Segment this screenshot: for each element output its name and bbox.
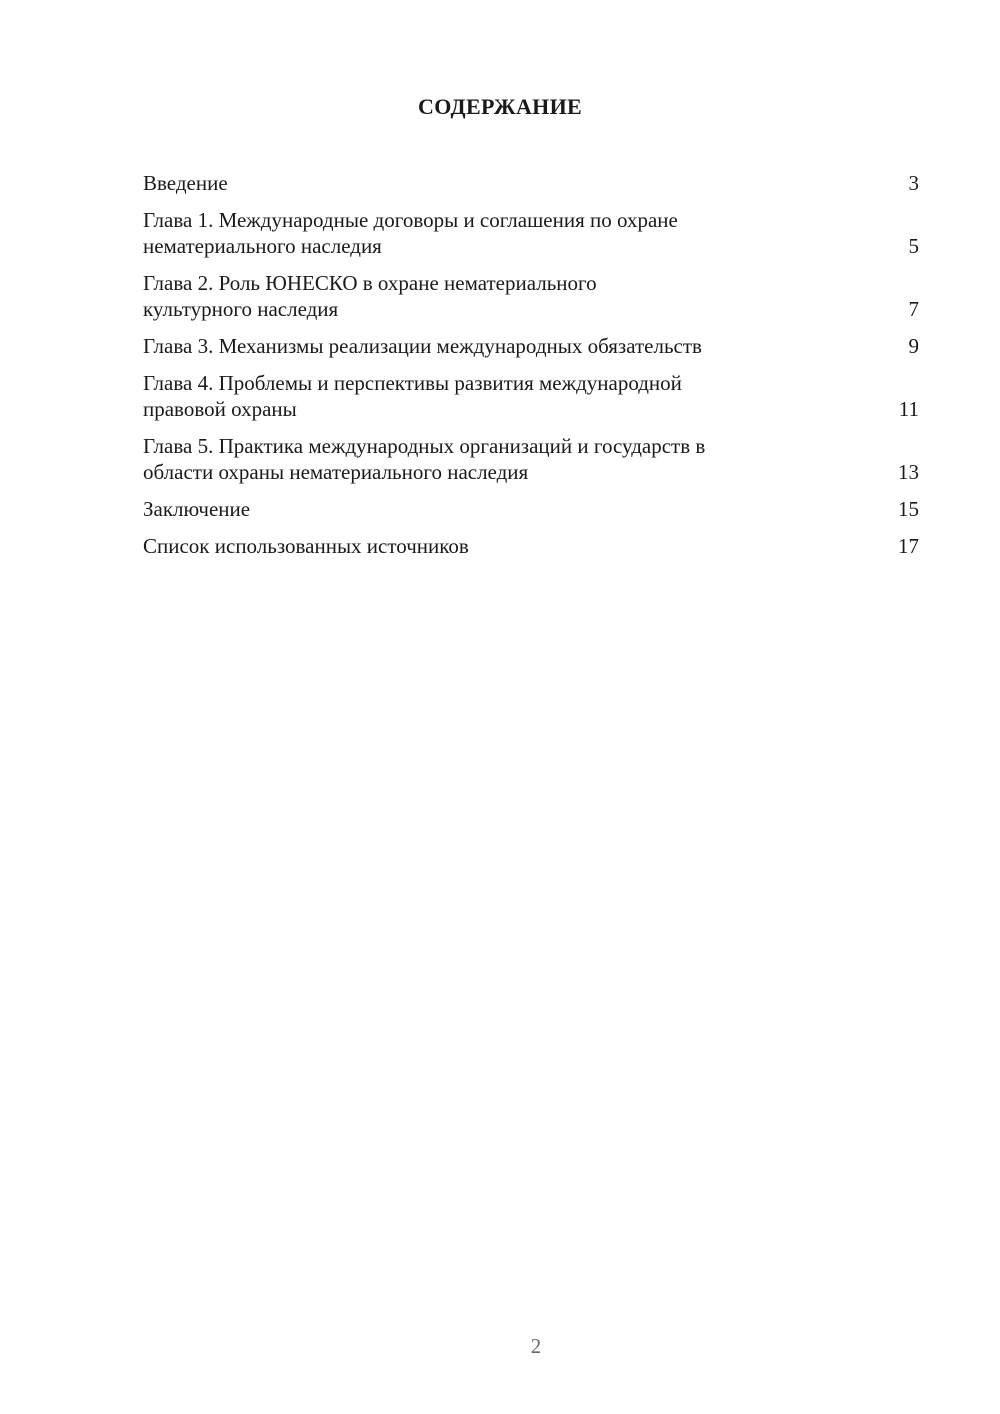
toc-entry-page: 9: [908, 334, 919, 358]
toc-entry-text: Глава 4. Проблемы и перспективы развития международной правовой охраны: [143, 371, 682, 421]
toc-entry-page: 11: [898, 397, 919, 421]
page-number: 2: [530, 1334, 542, 1358]
toc-entry-chapter-5: [143, 433, 919, 485]
toc-entry-references: [143, 533, 919, 559]
table-of-contents: [143, 170, 919, 570]
toc-entry-text: Глава 5. Практика международных организаций и государств в области охраны нематериального наследия: [143, 434, 706, 484]
toc-entry-page: 5: [908, 234, 919, 258]
toc-entry-page: 13: [898, 460, 919, 484]
toc-entry-chapter-4: [143, 370, 919, 422]
toc-entry-introduction: [143, 170, 919, 196]
toc-entry-page: 7: [908, 297, 919, 321]
toc-entry-page: 3: [908, 171, 919, 195]
page-title: СОДЕРЖАНИЕ: [418, 94, 582, 119]
toc-entry-text: Глава 3. Механизмы реализации международных обязательств: [143, 334, 702, 358]
toc-entry-text: Заключение: [143, 497, 251, 521]
toc-entry-page: 15: [898, 497, 919, 521]
toc-entry-chapter-2: [143, 270, 919, 322]
toc-entry-chapter-3: [143, 333, 919, 359]
toc-entry-text: Глава 1. Международные договоры и соглашения по охране нематериального наследия: [143, 208, 678, 258]
toc-entry-text: Введение: [143, 171, 228, 195]
toc-entry-text: Глава 2. Роль ЮНЕСКО в охране нематериального культурного наследия: [143, 271, 597, 321]
toc-entry-page: 17: [898, 534, 919, 558]
toc-entry-chapter-1: [143, 207, 919, 259]
toc-entry-conclusion: [143, 496, 919, 522]
toc-entry-text: Список использованных источников: [143, 534, 469, 558]
